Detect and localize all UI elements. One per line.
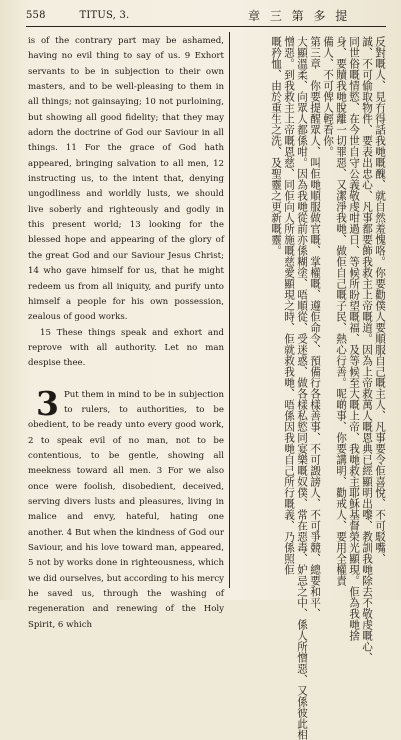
chinese-column: [234, 36, 386, 740]
chinese-line-chapter-start: 第三章 你要提醒眾人、叫佢哋順服做官嘅、掌權嘅、遵佢命令、預備行各樣善事、不可譭謗人、不可爭競、總要和平、: [309, 36, 321, 619]
chapter-3-block: [28, 383, 224, 634]
column-divider: [229, 32, 230, 588]
chinese-line: 憎惡。到我救主上帝嘅恩慈、同佢向人所施嘅慈愛顯現之時、佢就救我哋、唔係因我哋自己所行嘅義、乃係照佢: [283, 36, 295, 575]
chinese-line: 誠、不可偷取物件、要表出忠心、凡事都要飾我救主上帝嘅道。因為上帝救萬人嘅恩典已經顯明出嚟、教訓我哋除去不敬虔嘅心、: [361, 36, 373, 663]
english-column: [28, 34, 224, 630]
page-number-and-book: 558 TITUS, 3.: [26, 10, 130, 21]
chapter-number-dropcap: 3: [36, 383, 59, 423]
chinese-vertical-lines: [234, 36, 386, 740]
chinese-running-title: 章 三 第 多 提: [248, 9, 351, 23]
chinese-line: 嘅矜恤、由於重生之洗、及聖靈之更新嘅靈。: [270, 36, 282, 256]
chinese-line: 反對嘅人、見冇得話我哋嘅醜、就自然羞愧咯。你要勸僕人要順服自己嘅主人、凡事要令佢喜悅、不可駁嘴、: [374, 36, 386, 564]
chinese-line: 備人、不可俾人輕看你。: [322, 36, 334, 157]
chinese-line: 同世俗嘅情慾、在今世自守公義敬虔咁過日、等候所盼望嘅福、及等候至大嘅上帝、我哋救主耶穌基督榮光顯現。佢為我哋捨: [348, 36, 360, 641]
english-paragraph-1: is of the contrary part may be ashamed, having no evil thing to say of us. 9 Exhort servants to be in subjection to their own masters, and to be well-pleasing to them in all things; not gainsaying; 10 not purloining, but showing all good fidelity; that they may adorn the doctrine of God our Saviour in all things. 11 For the grace of God hath appeared, bringing salvation to all men, 12 instructing us, to the intent that, denying ungodliness and worldly lusts, we should live soberly and righteously and godly in this present world; 13 looking for the blessed hope and appearing of the glory of the great God and our Saviour Jesus Christ; 14 who gave himself for us, that he might redeem us from all iniquity, and purify unto himself a people for his own possession, zealous of good works.: [28, 36, 224, 323]
english-paragraph-2: 15 These things speak and exhort and reprove with all authority. Let no man despise thee.: [28, 327, 224, 369]
english-paragraph-3: Put them in mind to be in subjection to rulers, to authorities, to be obedient, to be ready unto every good work, 2 to speak evil of no man, not to be contentious, to be gentle, showing all meekness toward all men. 3 For we also once were foolish, disobedient, deceived, serving divers lusts and pleasures, living in malice and envy, hateful, hating one another. 4 But when the kindness of God our Saviour, and his love toward man, appeared, 5 not by works done in righteousness, which we did ourselves, but according to his mercy he saved us, through the washing of regeneration and renewing of the Holy Spirit, 6 which: [28, 389, 224, 630]
chinese-line: 大顯溫柔、向眾人都係咁。因為我哋從前亦係糊塗、唔順從、受迷惑、做各樣私慾同宴樂嘅奴僕、常在惡毒、妒忌之中、係人所憎惡、又係彼此相: [296, 36, 308, 740]
page-header: [0, 0, 401, 30]
header-rule: [26, 26, 386, 27]
chinese-line: 身、要贖我哋脫離一切罪惡、又潔淨我哋、做佢自己嘅子民、熱心行善。呢啲事、你要講明、勸戒人、要用全權責: [335, 36, 347, 586]
